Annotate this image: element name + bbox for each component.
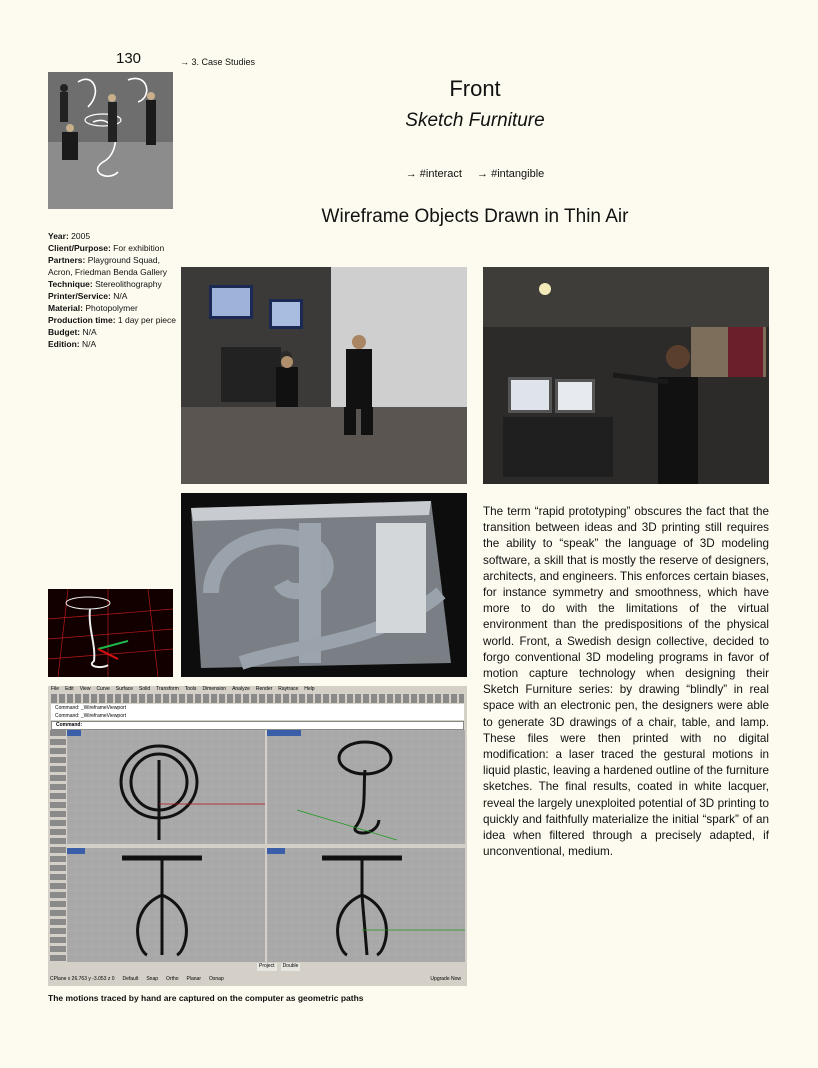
layout-tabs — [67, 963, 467, 971]
designer-name: Front — [449, 76, 501, 101]
tag-list — [300, 168, 650, 180]
figure-caption: The motions traced by hand are captured on the computer as geometric paths — [48, 993, 364, 1003]
project-name: Sketch Furniture — [405, 110, 545, 131]
layer-default[interactable]: Default — [122, 976, 139, 982]
tag-intangible[interactable]: → #intangible — [477, 168, 545, 180]
menu-surface[interactable]: Surface — [115, 686, 134, 692]
coordinate-readout: CPlane x 26.763 y -3.053 z 0 — [50, 976, 115, 982]
meta-year: Year: 2005 — [48, 231, 91, 241]
menu-render[interactable]: Render — [255, 686, 273, 692]
menu-transform[interactable]: Transform — [156, 686, 179, 692]
status-osnap[interactable]: Osnap — [209, 976, 224, 982]
body-text: The term “rapid prototyping” obscures the fact that the transition between ideas and 3D printing still requires the ability to “speak” the language of 3D modeling software, a skill that is mostly the reserve of designers, architects, and engineers. This enforces certain biases, for instance symmetry and smoothness, which have more to do with the limitations of the virtual environment than the predispositions of the physical world. Front, a Swedish design collective, decided to forgo conventional 3D modeling programs in favor of motion capture technology when designing their Sketch Furniture series: by drawing “blindly” in real space with an electronic pen, the designers were able to generate 3D drawings of a chair, table, and lamp. These files were then printed with no digital modification: a laser traced the gestural motions in liquid plastic, leaving a hardened outline of the furniture sketches. The final results, coated in white lacquer, reveal the largely unexploited potential of 3D printing to quickly and faithfully materialize the initial “spark” of an idea when filtered through a precisely adapted, if unconventional, medium. — [483, 505, 769, 859]
meta-client: Client/Purpose: For exhibition — [48, 243, 165, 253]
cad-software-screenshot — [48, 686, 467, 986]
menu-analyze[interactable]: Analyze — [232, 686, 250, 692]
tool-palette[interactable] — [50, 730, 66, 962]
status-planar[interactable]: Planar — [186, 976, 201, 982]
status-snap[interactable]: Snap — [146, 976, 159, 982]
studio-photo-pointing — [483, 267, 769, 484]
meta-technique: Technique: Stereolithography — [48, 279, 162, 289]
menu-curve[interactable]: Curve — [96, 686, 110, 692]
menu-help[interactable]: Help — [304, 686, 315, 692]
section-label: → 3. Case Studies — [180, 57, 256, 67]
viewport-grid — [67, 730, 465, 962]
meta-partners: Partners: Playground Squad, Acron, Friedman Benda Gallery — [48, 255, 168, 277]
meta-printer: Printer/Service: N/A — [48, 291, 128, 301]
menu-view[interactable]: View — [79, 686, 91, 692]
menu-tools[interactable]: Tools — [184, 686, 197, 692]
meta-production-time: Production time: 1 day per piece — [48, 315, 177, 325]
light-drawing-photo — [48, 72, 173, 209]
meta-edition: Edition: N/A — [48, 339, 97, 349]
menu-file[interactable]: File — [51, 686, 60, 692]
menu-solid[interactable]: Solid — [139, 686, 151, 692]
menu-dimension[interactable]: Dimension — [202, 686, 227, 692]
status-ortho[interactable]: Ortho — [166, 976, 179, 982]
headline: Wireframe Objects Drawn in Thin Air — [321, 206, 629, 227]
lamp-render-thumbnail — [48, 589, 173, 677]
page-number: 130 — [116, 50, 142, 67]
tag-interact[interactable]: → #interact — [405, 168, 462, 180]
meta-budget: Budget: N/A — [48, 327, 97, 337]
command-history: Command: _WireframeViewport Command: _WireframeViewport — [51, 704, 464, 720]
menu-raytrace[interactable]: Raytrace — [278, 686, 299, 692]
studio-photo-crouching — [181, 267, 467, 484]
meta-material: Material: Photopolymer — [48, 303, 138, 313]
menu-edit[interactable]: Edit — [65, 686, 74, 692]
menu-bar — [48, 686, 467, 694]
status-bar — [50, 974, 465, 984]
project-metadata — [48, 230, 178, 350]
modeling-screen-photo — [181, 493, 467, 677]
command-line[interactable]: Command: — [51, 721, 464, 730]
toolbar[interactable] — [51, 694, 464, 703]
tab-project[interactable]: Project — [259, 963, 275, 969]
tab-double[interactable]: Double — [282, 963, 299, 969]
upgrade-link[interactable]: Upgrade Now — [430, 976, 461, 982]
